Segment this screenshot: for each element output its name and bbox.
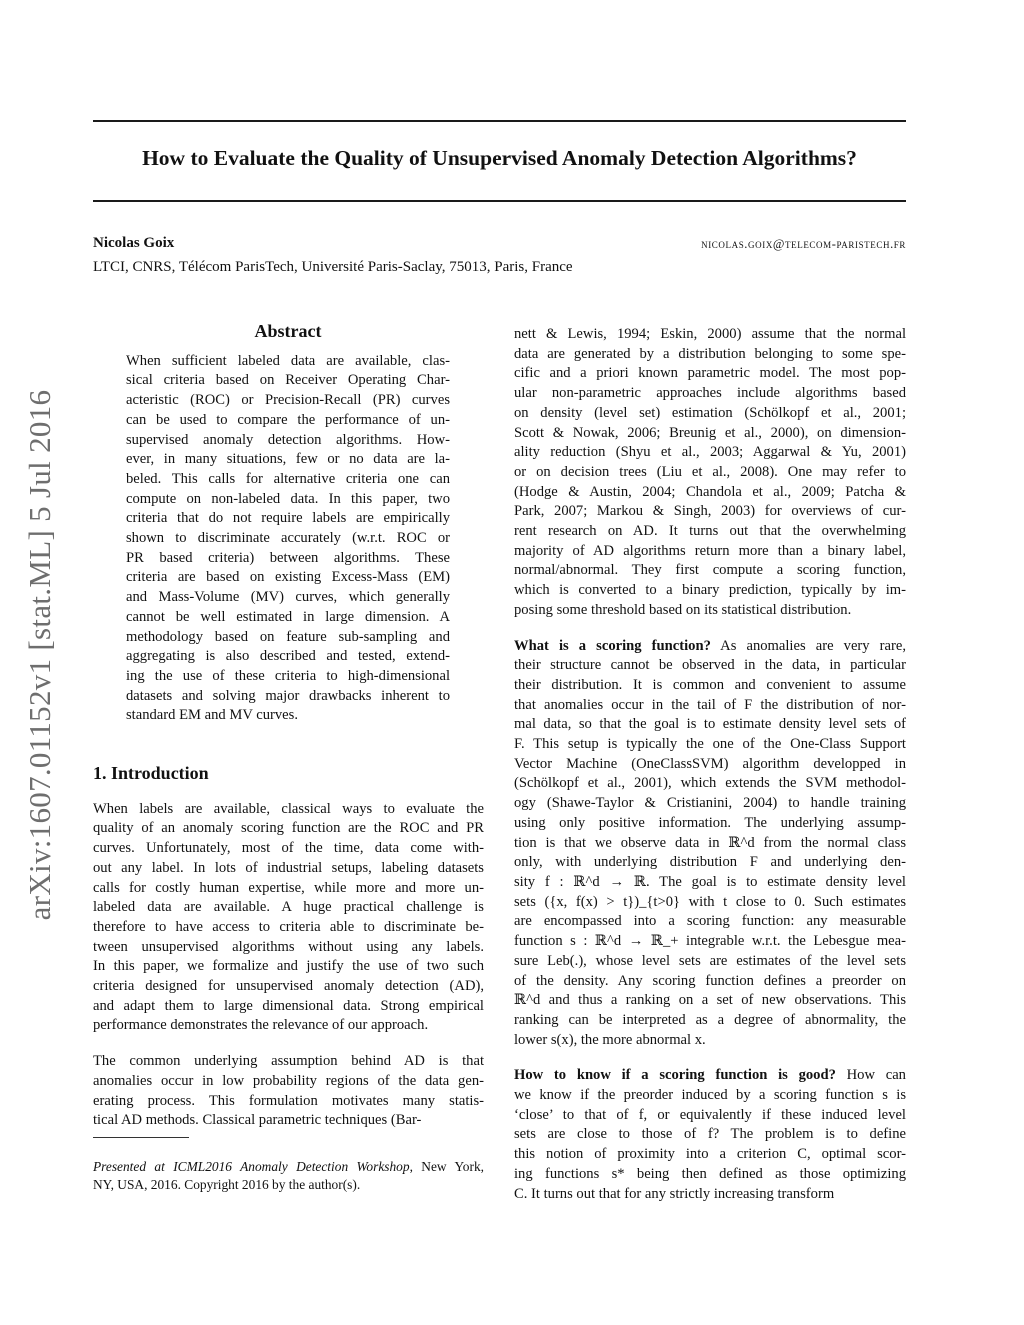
abstract-line: beled. This calls for alternative criteria one can	[126, 470, 450, 487]
right-p1-line: or on decision trees (Liu et al., 2008). One may refer to	[514, 463, 906, 480]
intro-p2-line: anomalies occur in low probability regions of the data gen-	[93, 1072, 484, 1089]
right-p2-line: using only positive information. The underlying assump-	[514, 814, 906, 831]
abstract-line: acteristic (ROC) or Precision-Recall (PR) curves	[126, 392, 450, 409]
right-p2-line: ranking can be interpreted as a degree of abnormality, the	[514, 1011, 906, 1028]
right-p3-line: we know if the preorder induced by a scoring function s is	[514, 1087, 906, 1104]
intro-p1-line: labeled data are available. A huge practical challenge is	[93, 899, 484, 916]
arxiv-identifier: arXiv:1607.01152v1 [stat.ML] 5 Jul 2016	[22, 389, 57, 921]
abstract-line: ing the use of these criteria to high-dimensional	[126, 667, 450, 684]
intro-p1-line: out any label. In lots of industrial setups, labeling datasets	[93, 859, 484, 876]
footnote	[93, 1158, 484, 1194]
footnote-rule	[93, 1137, 189, 1138]
intro-p1-line: performance demonstrates the relevance of our approach.	[93, 1017, 429, 1034]
abstract-line: PR based criteria) between algorithms. These	[126, 549, 450, 566]
right-p2-run-in-heading: What is a scoring function?	[514, 637, 711, 654]
intro-p1-line: In this paper, we formalize and justify the use of two such	[93, 958, 484, 975]
right-p2-line	[514, 637, 906, 657]
right-p1-line: Park, 2007; Markou & Singh, 2003) for overviews of cur-	[514, 503, 906, 520]
abstract-line: criteria are based on existing Excess-Mass (EM)	[126, 569, 450, 586]
introduction-paragraph-1	[93, 800, 484, 1036]
right-p2-line: lower s(x), the more abnormal x.	[514, 1031, 706, 1048]
right-p1-line: posing some threshold based on its statistical distribution.	[514, 601, 852, 618]
abstract-heading: Abstract	[254, 321, 322, 341]
abstract-line: sical criteria based on Receiver Operating Char-	[126, 372, 450, 389]
right-p2-line: (Schölkopf et al., 2001), which extends the SVM methodol-	[514, 775, 906, 792]
right-p2-line-text: As anomalies are very rare,	[710, 637, 906, 654]
right-p2-line: ogy (Shawe-Taylor & Cristianini, 2004) to handle training	[514, 795, 906, 812]
intro-p2-line: tical AD methods. Classical parametric techniques (Bar-	[93, 1112, 422, 1129]
right-p1-line: cific and a priori known parametric model. The most pop-	[514, 365, 906, 382]
abstract-line: and Mass-Volume (MV) curves, which generally	[126, 589, 450, 606]
introduction-heading: 1. Introduction	[93, 763, 209, 783]
title-rule-top	[93, 120, 906, 122]
right-p2-line: sity f : ℝ^d → ℝ. The goal is to estimate density level	[514, 873, 906, 890]
right-p2-line: Vector Machine (OneClassSVM) algorithm developped in	[514, 755, 906, 772]
introduction-section	[93, 764, 484, 1131]
intro-p2-line: The common underlying assumption behind AD is that	[93, 1053, 484, 1070]
right-p1-line: rent research on AD. It turns out that the overwhelming	[514, 523, 906, 540]
intro-p1-line: criteria designed for unsupervised anomaly detection (AD),	[93, 978, 484, 995]
intro-p1-line: and adapt them to large dimensional data. Strong empirical	[93, 997, 484, 1014]
right-p3-line: sets are close to those of f? The problem is to define	[514, 1126, 906, 1143]
footnote-line2: NY, USA, 2016. Copyright 2016 by the author(s).	[93, 1177, 361, 1192]
right-p2-line: of the density. Any scoring function defines a preorder on	[514, 972, 906, 989]
abstract-line: shown to discriminate accurately (w.r.t. ROC or	[126, 530, 450, 547]
right-column	[514, 325, 906, 1204]
intro-p1-line: When labels are available, classical ways to evaluate the	[93, 800, 484, 817]
title-rule-bottom	[93, 200, 906, 202]
abstract-line: aggregating is also described and tested, extend-	[126, 648, 450, 665]
right-p1-line: ular non-parametric approaches include algorithms based	[514, 385, 906, 402]
right-p2-line: only, with underlying distribution F and underlying den-	[514, 854, 906, 871]
abstract-line: supervised anomaly detection algorithms. How-	[126, 431, 450, 448]
right-p2-line: are encompassed into a scoring function: any measurable	[514, 913, 906, 930]
intro-p1-line: tween unsupervised algorithms without using any labels.	[93, 938, 484, 955]
right-p2-line: mal data, so that the goal is to estimate density level sets of	[514, 716, 906, 733]
author-affiliation: LTCI, CNRS, Télécom ParisTech, Université Paris-Saclay, 75013, Paris, France	[93, 259, 573, 275]
author-name: Nicolas Goix	[93, 235, 175, 251]
right-p1-line: majority of AD algorithms return more than a binary label,	[514, 542, 906, 559]
intro-p1-line: quality of an anomaly scoring function are the ROC and PR	[93, 820, 484, 837]
right-p2-line: their structure cannot be observed in the data, in particular	[514, 657, 906, 674]
right-p2-line: tion is that we observe data in ℝ^d from the normal class	[514, 834, 906, 851]
abstract-line: criteria that do not require labels are empirically	[126, 510, 450, 527]
footnote-line1-rest: , New York,	[409, 1159, 484, 1174]
right-p2-line: function s : ℝ^d → ℝ_+ integrable w.r.t. the Lebesgue mea-	[514, 933, 906, 950]
abstract-line: standard EM and MV curves.	[126, 707, 298, 724]
abstract-line: cannot be well estimated in large dimension. A	[126, 608, 450, 625]
abstract-line: compute on non-labeled data. In this paper, two	[126, 490, 450, 507]
right-p2-line: ℝ^d and thus a ranking on a set of new observations. This	[514, 992, 906, 1009]
abstract-line: methodology based on feature sub-sampling and	[126, 628, 450, 645]
intro-p2-line: erating process. This formulation motivates many statis-	[93, 1092, 484, 1109]
right-p2-line: sets ({x, f(x) > t})_{t>0} with t close to 0. Such estimates	[514, 893, 906, 910]
right-p3-line: C. It turns out that for any strictly increasing transform	[514, 1185, 835, 1202]
good-scoring-function-paragraph	[514, 1066, 906, 1204]
right-p1-line: which is converted to a binary prediction, typically by im-	[514, 582, 906, 599]
right-paragraph-1	[514, 325, 906, 621]
abstract-line: When sufficient labeled data are available, clas-	[126, 352, 450, 369]
introduction-paragraph-2	[93, 1052, 484, 1131]
abstract-section	[126, 322, 450, 726]
right-p2-line: their distribution. It is common and convenient to assume	[514, 676, 906, 693]
abstract-line: can be used to compare the performance of un-	[126, 411, 450, 428]
right-p1-line: data are generated by a distribution belonging to some spe-	[514, 345, 906, 362]
scoring-function-paragraph	[514, 637, 906, 1051]
right-p2-line: F. This setup is typically the one of the One-Class Support	[514, 736, 906, 753]
right-p3-line-text: How can	[835, 1067, 906, 1084]
footnote-venue: Presented at ICML2016 Anomaly Detection Workshop	[93, 1159, 410, 1174]
paper-title: How to Evaluate the Quality of Unsupervised Anomaly Detection Algorithms?	[142, 146, 857, 170]
right-p1-line: Scott & Nowak, 2006; Breunig et al., 2000), on dimension-	[514, 424, 906, 441]
right-p1-line: ality reduction (Shyu et al., 2003; Aggarwal & Yu, 2001)	[514, 444, 906, 461]
right-p1-line: on density (level set) estimation (Schölkopf et al., 2001;	[514, 404, 906, 421]
intro-p1-line: curves. Unfortunately, most of the time, data come with-	[93, 840, 484, 857]
right-p3-line	[514, 1066, 906, 1086]
author-email: nicolas.goix@telecom-paristech.fr	[701, 237, 906, 251]
right-p1-line: normal/abnormal. They first compute a scoring function,	[514, 562, 906, 579]
right-p3-line: this notion of proximity into a criterion C, optimal scor-	[514, 1146, 906, 1163]
abstract-body	[126, 352, 450, 726]
intro-p1-line: calls for costly human expertise, while more and more un-	[93, 879, 484, 896]
abstract-line: datasets and solving major drawbacks inherent to	[126, 687, 450, 704]
right-p3-line: ing functions s* being then defined as those optimizing	[514, 1165, 906, 1182]
abstract-line: ever, in many situations, few or no data are la-	[126, 451, 450, 468]
right-p1-line: (Hodge & Austin, 2004; Chandola et al., 2009; Patcha &	[514, 483, 906, 500]
right-p2-line: that anomalies occur in the tail of F the distribution of nor-	[514, 696, 906, 713]
right-p2-line: sure Leb(.), whose level sets are estimates of the level sets	[514, 952, 906, 969]
right-p1-line: nett & Lewis, 1994; Eskin, 2000) assume that the normal	[514, 326, 906, 342]
intro-p1-line: therefore to have access to criteria able to discriminate be-	[93, 918, 484, 935]
right-p3-line: ‘close’ to that of f, or equivalently if these induced level	[514, 1106, 906, 1123]
right-p3-run-in-heading: How to know if a scoring function is good?	[514, 1067, 836, 1084]
